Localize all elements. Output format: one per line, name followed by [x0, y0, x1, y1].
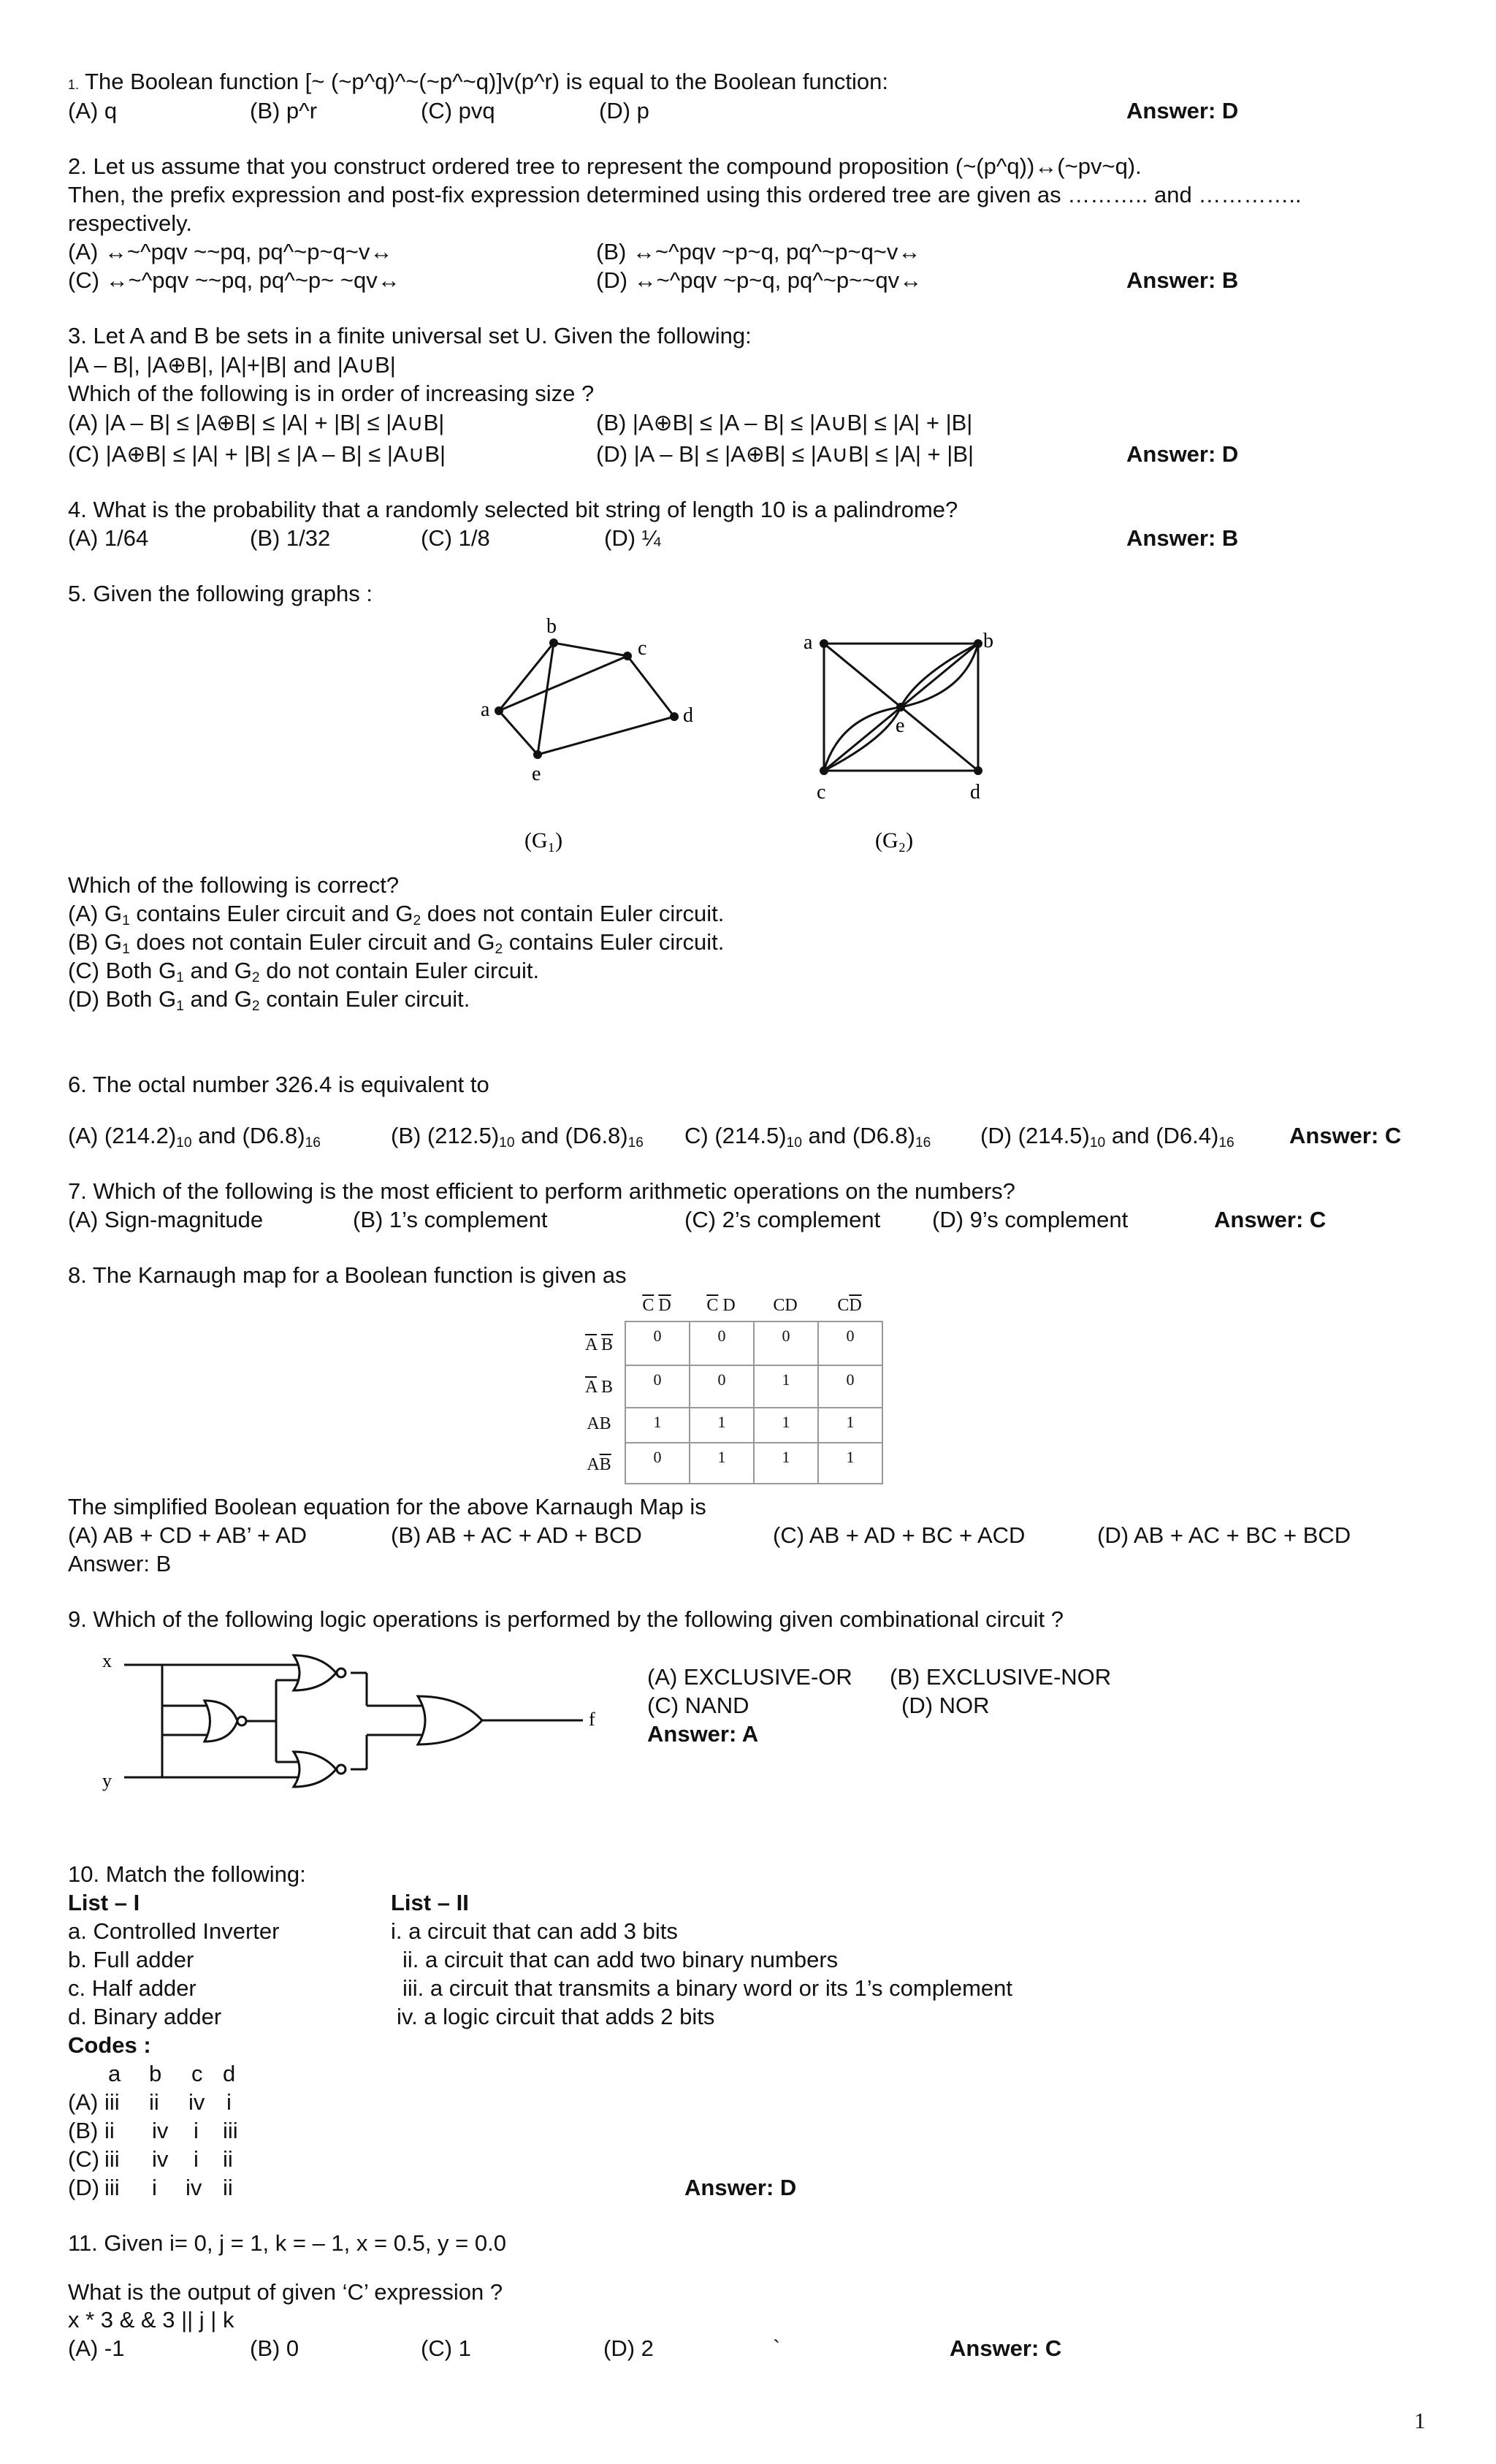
code-value: iii — [104, 2175, 120, 2200]
kmap-row-header: $\overline{A}$ $\overline{B}$ — [584, 1335, 614, 1354]
g1-label-b: b — [546, 615, 557, 638]
q4-option-a: (A) 1/64 — [68, 525, 149, 551]
q2-option-b: (B) ↔~^pqv ~p~q, pq^~p~q~v↔ — [596, 239, 921, 264]
q1-option-a: (A) q — [68, 98, 118, 123]
q11-option-a: (A) -1 — [68, 2335, 125, 2361]
q10-list1-item: a. Controlled Inverter — [68, 1918, 280, 1944]
q8-option-d: (D) AB + AC + BC + BCD — [1097, 1522, 1351, 1548]
q1-option-d: (D) p — [599, 98, 649, 123]
q10-answer: Answer: D — [684, 2175, 797, 2200]
q10-list2-item: ii. a circuit that can add two binary numbers — [402, 1947, 839, 1972]
q10-list2-item: i. a circuit that can add 3 bits — [391, 1918, 678, 1944]
codes-col-header: a — [108, 2061, 121, 2086]
kmap-cell: 0 — [625, 1443, 690, 1484]
code-value: iii — [223, 2118, 238, 2143]
kmap-cell: 0 — [690, 1321, 754, 1365]
q10-line1: 10. Match the following: — [68, 1861, 306, 1887]
q2-line1: 2. Let us assume that you construct ordered tree to represent the compound proposition (~(p^q))↔(~pv~q). — [68, 153, 1142, 179]
q6-option-d: (D) $(214.5)_{10}$ and $(D6.4)_{16}$ — [980, 1123, 1234, 1151]
code-value: ii — [223, 2175, 233, 2200]
code-value: iii — [104, 2089, 120, 2115]
q3-line1: 3. Let A and B be sets in a finite universal set U. Given the following: — [68, 323, 752, 348]
output-f-label: f — [589, 1709, 595, 1730]
q10-list1-item: b. Full adder — [68, 1947, 194, 1972]
q7-line1: 7. Which of the following is the most efficient to perform arithmetic operations on the numbers? — [68, 1178, 1015, 1204]
code-value: i — [194, 2146, 199, 2172]
q8-answer: Answer: B — [68, 1551, 172, 1576]
g1-label-e: e — [532, 763, 541, 785]
q6-line1: 6. The octal number 326.4 is equivalent to — [68, 1072, 489, 1097]
q10-list1-item: d. Binary adder — [68, 2004, 222, 2029]
q4-answer: Answer: B — [1126, 525, 1239, 551]
q4-option-c: (C) 1/8 — [421, 525, 490, 551]
codes-col-header: c — [191, 2061, 203, 2086]
q9-option-b: (B) EXCLUSIVE-NOR — [890, 1664, 1112, 1690]
codes-row: (A) — [68, 2089, 99, 2115]
g2-caption: (G₂) — [875, 828, 914, 853]
kmap-cell: 0 — [690, 1365, 754, 1408]
q11-option-c: (C) 1 — [421, 2335, 471, 2361]
logic-gates — [205, 1655, 482, 1787]
karnaugh-map — [577, 1293, 898, 1494]
kmap-cell: 0 — [625, 1365, 690, 1408]
kmap-col-header: $\overline{C}$ D — [706, 1296, 736, 1315]
q2-line3: respectively. — [68, 210, 192, 236]
q10-list2-item: iv. a logic circuit that adds 2 bits — [397, 2004, 715, 2029]
inverter-bubble — [237, 1717, 246, 1725]
q10-list2-item: iii. a circuit that transmits a binary word or its 1’s complement — [402, 1975, 1013, 2001]
code-value: ii — [223, 2146, 233, 2172]
q9-line1: 9. Which of the following logic operations is performed by the following given combinational circuit ? — [68, 1606, 1064, 1632]
g1-label-c: c — [638, 637, 647, 660]
kmap-cell: 1 — [625, 1408, 690, 1443]
q2-line2: Then, the prefix expression and post-fix expression determined using this ordered tree are given as ……….. and ………….. — [68, 182, 1302, 207]
q3-line3: Which of the following is in order of increasing size ? — [68, 381, 595, 406]
q1-number: 1. — [68, 77, 80, 92]
q1-option-b: (B) p^r — [250, 98, 318, 123]
q7-answer: Answer: C — [1214, 1207, 1327, 1232]
kmap-col-header: CD — [773, 1296, 798, 1315]
q10-list1-heading: List – I — [68, 1890, 140, 1915]
or-gate-bottom — [294, 1752, 336, 1787]
q9-circuit-figure — [102, 1644, 628, 1812]
circuit-wires — [124, 1665, 583, 1777]
q5-option-b: (B) $G_1$ does not contain Euler circuit and $G_2$ contains Euler circuit. — [68, 929, 725, 957]
kmap-row-header: AB — [587, 1414, 611, 1433]
q5-question: Which of the following is correct? — [68, 872, 400, 898]
g2-label-a: a — [804, 631, 813, 654]
kmap-cell: 1 — [754, 1365, 818, 1408]
kmap-cell: 1 — [690, 1408, 754, 1443]
q3-answer: Answer: D — [1126, 441, 1239, 467]
code-value: i — [194, 2118, 199, 2143]
q11-stray-mark: ` — [773, 2335, 781, 2361]
q9-answer: Answer: A — [647, 1721, 759, 1747]
kmap-cell: 1 — [690, 1443, 754, 1484]
q3-line2: |A – B|, |A⊕B|, |A|+|B| and |A∪B| — [68, 352, 396, 378]
q8-option-a: (A) AB + CD + AB’ + AD — [68, 1522, 308, 1548]
q6-answer: Answer: C — [1289, 1123, 1402, 1148]
code-value: ii — [149, 2089, 159, 2115]
g2-label-c: c — [817, 781, 826, 804]
code-value: iv — [188, 2089, 205, 2115]
q7-option-d: (D) 9’s complement — [932, 1207, 1129, 1232]
q7-option-b: (B) 1’s complement — [353, 1207, 548, 1232]
kmap-cell: 0 — [754, 1321, 818, 1365]
q8-option-b: (B) AB + AC + AD + BCD — [391, 1522, 642, 1548]
g1-label-a: a — [481, 698, 490, 721]
q2-option-d: (D) ↔~^pqv ~p~q, pq^~p~~qv↔ — [596, 267, 923, 293]
kmap-cell: 1 — [754, 1408, 818, 1443]
q8-line1: 8. The Karnaugh map for a Boolean function is given as — [68, 1262, 627, 1288]
kmap-cell: 1 — [818, 1408, 882, 1443]
q2-option-a: (A) ↔~^pqv ~~pq, pq^~p~q~v↔ — [68, 239, 393, 264]
q10-list2-heading: List – II — [391, 1890, 469, 1915]
q5-graphs-figure — [468, 606, 993, 869]
q11-line1: 11. Given i= 0, j = 1, k = – 1, x = 0.5, y = 0.0 — [68, 2230, 506, 2256]
page-number: 1 — [1414, 2408, 1426, 2433]
q8-line2: The simplified Boolean equation for the above Karnaugh Map is — [68, 1494, 706, 1519]
or-gate-output — [418, 1696, 482, 1744]
q1-option-c: (C) pvq — [421, 98, 495, 123]
g2-label-e: e — [896, 714, 905, 737]
q7-option-a: (A) Sign-magnitude — [68, 1207, 264, 1232]
kmap-cell: 1 — [818, 1443, 882, 1484]
q1-answer: Answer: D — [1126, 98, 1239, 123]
q3-option-b: (B) |A⊕B| ≤ |A – B| ≤ |A∪B| ≤ |A| + |B| — [596, 410, 973, 435]
q5-option-c: (C) Both $G_1$ and $G_2$ do not contain Euler circuit. — [68, 958, 540, 985]
nor-gate-mid — [205, 1701, 237, 1742]
codes-row: (B) — [68, 2118, 99, 2143]
q1-text: The Boolean function [~ (~p^q)^~(~p^~q)]v(p^r) is equal to the Boolean function: — [85, 69, 889, 94]
code-value: iv — [186, 2175, 202, 2200]
kmap-cell: 1 — [754, 1443, 818, 1484]
q11-line3: x * 3 & & 3 || j | k — [68, 2307, 234, 2333]
q6-option-a: (A) $(214.2)_{10}$ and $(D6.8)_{16}$ — [68, 1123, 321, 1151]
code-value: iv — [152, 2118, 169, 2143]
code-value: i — [152, 2175, 157, 2200]
kmap-cell: 0 — [625, 1321, 690, 1365]
kmap-cell: 0 — [818, 1365, 882, 1408]
q2-option-c: (C) ↔~^pqv ~~pq, pq^~p~ ~qv↔ — [68, 267, 400, 293]
q6-option-c: C) $(214.5)_{10}$ and $(D6.8)_{16}$ — [684, 1123, 931, 1151]
q10-codes-heading: Codes : — [68, 2032, 151, 2058]
g2-label-d: d — [970, 781, 980, 804]
g1-label-d: d — [683, 704, 693, 727]
q6-option-b: (B) $(212.5)_{10}$ and $(D6.8)_{16}$ — [391, 1123, 644, 1151]
kmap-row-header: $A\overline{B}$ — [587, 1455, 611, 1474]
q8-option-c: (C) AB + AD + BC + ACD — [773, 1522, 1026, 1548]
code-value: iv — [152, 2146, 169, 2172]
codes-col-header: d — [223, 2061, 236, 2086]
q4-option-b: (B) 1/32 — [250, 525, 331, 551]
q7-option-c: (C) 2’s complement — [684, 1207, 881, 1232]
q9-option-c: (C) NAND — [647, 1693, 749, 1718]
q5-line1: 5. Given the following graphs : — [68, 581, 373, 606]
q11-option-d: (D) 2 — [603, 2335, 654, 2361]
codes-row: (D) — [68, 2175, 100, 2200]
q2-answer: Answer: B — [1126, 267, 1239, 293]
kmap-col-header: $\overline{C}$ $\overline{D}$ — [642, 1296, 671, 1315]
q9-option-d: (D) NOR — [901, 1693, 990, 1718]
q4-option-d: (D) ¼ — [604, 525, 661, 551]
kmap-cell: 0 — [818, 1321, 882, 1365]
q11-option-b: (B) 0 — [250, 2335, 299, 2361]
or-gate-top — [294, 1655, 336, 1690]
kmap-col-header: $C\overline{D}$ — [837, 1296, 862, 1315]
q3-option-d: (D) |A – B| ≤ |A⊕B| ≤ |A∪B| ≤ |A| + |B| — [596, 441, 974, 467]
q5-option-a: (A) $G_1$ contains Euler circuit and $G_2$ does not contain Euler circuit. — [68, 901, 725, 928]
q4-line1: 4. What is the probability that a randomly selected bit string of length 10 is a palindrome? — [68, 497, 958, 522]
q9-option-a: (A) EXCLUSIVE-OR — [647, 1664, 852, 1690]
q11-line2: What is the output of given ‘C’ expression ? — [68, 2279, 503, 2305]
q5-option-d: (D) Both $G_1$ and $G_2$ contain Euler circuit. — [68, 986, 470, 1014]
q1-question — [68, 70, 888, 93]
input-y-label: y — [102, 1770, 112, 1791]
input-x-label: x — [102, 1650, 112, 1671]
inverter-bubble — [337, 1668, 346, 1677]
kmap-row-header: $\overline{A}$ B — [584, 1378, 614, 1397]
graph-g1 — [499, 643, 674, 755]
code-value: iii — [104, 2146, 120, 2172]
codes-row: (C) — [68, 2146, 100, 2172]
q10-list1-item: c. Half adder — [68, 1975, 196, 2001]
code-value: ii — [104, 2118, 115, 2143]
inverter-bubble — [337, 1765, 346, 1774]
q3-option-a: (A) |A – B| ≤ |A⊕B| ≤ |A| + |B| ≤ |A∪B| — [68, 410, 445, 435]
codes-col-header: b — [149, 2061, 162, 2086]
q3-option-c: (C) |A⊕B| ≤ |A| + |B| ≤ |A – B| ≤ |A∪B| — [68, 441, 446, 467]
code-value: i — [226, 2089, 232, 2115]
q11-answer: Answer: C — [950, 2335, 1062, 2361]
g1-caption: (G₁) — [524, 828, 563, 853]
g2-label-b: b — [983, 630, 993, 652]
kmap-grid — [625, 1321, 883, 1484]
